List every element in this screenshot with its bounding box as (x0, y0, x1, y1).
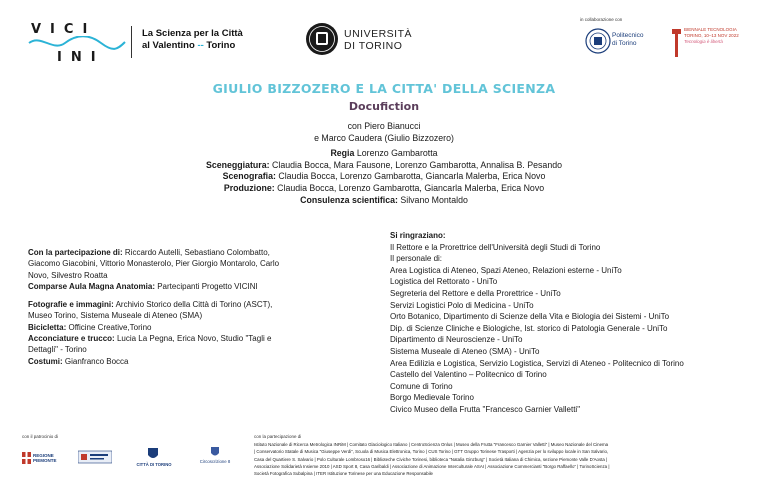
acknowledgement-line: Segreteria del Rettore e della Prorettrice - UniTo (390, 288, 561, 298)
credit-sceneggiatura: Sceneggiatura: Claudia Bocca, Mara Fausone, Lorenzo Gambarotta, Annalisa B. Pesando (206, 159, 562, 170)
partner-logo-icon (78, 450, 112, 464)
biennale-logo-icon (672, 29, 681, 57)
credit-produzione: Produzione: Claudia Bocca, Lorenzo Gambarotta, Giancarla Malerba, Erica Novo (223, 182, 545, 193)
partners-line: Società Fotografica Subalpina | ITER Istituzione Torinese per una Educazione Responsabile (254, 471, 433, 477)
vicini-logo (27, 22, 127, 68)
patronage-label: con il patrocinio di (22, 434, 59, 439)
bull-crest-icon (146, 447, 160, 461)
partners-label: con la partecipazione di (254, 434, 302, 439)
acknowledgement-line: Orto Botanico, Dipartimento di Scienze della Vita e Biologia dei Sistemi - UniTo (390, 312, 670, 322)
brand-line2: al Valentino -- Torino (142, 40, 236, 51)
partners-list (254, 441, 754, 477)
biennale-tecnologia: BIENNALE TECNOLOGIA TORINO, 10–13 NOV 2022 Tecnologia è libertà (684, 27, 739, 44)
acknowledgement-line: Borgo Medievale Torino (390, 393, 474, 403)
acknowledgement-line: Dipartimento di Neuroscienze - UniTo (390, 335, 523, 345)
cast-line2: e Marco Caudera (Giulio Bizzozero) (314, 132, 454, 143)
partners-line: Casa del Quartiere S. Salvario | Polo Culturale Lombroso16 | Biblioteche Civiche Torinesi, biblioteca "Natalia Ginzburg" | Società Italiana di Chimica, sezione Piemonte Valle D'Aosta | (254, 456, 608, 462)
acknowledgement-line: Logistica del Rettorato - UniTo (390, 277, 498, 287)
credit-bicicletta: Bicicletta: Officine Creative,Torino (28, 322, 152, 332)
acknowledgement-line: Il Rettore e la Prorettrice dell'Università degli Studi di Torino (390, 242, 601, 252)
partners-line: Istituto Nazionale di Ricerca Metrologica INRiM | Comitato Glaciologico Italiano | CentroScienza Onlus | Museo della Frutta "Francesco Garnier Valletti" | Museo Nazionale del Cinema (254, 442, 609, 447)
politecnico-name: Politecnico di Torino (612, 32, 644, 47)
vicini-logo-row1: VICI (31, 22, 97, 37)
acknowledgement-line: Servizi Logistici Polo di Medicina - UniTo (390, 300, 534, 310)
page-title: GIULIO BIZZOZERO E LA CITTA' DELLA SCIENZA (212, 81, 556, 96)
credit-fotografie: Fotografie e immagini: Archivio Storico della Città di Torino (ASCT), (28, 300, 273, 310)
partners-line: Associazione Solidarietà Insieme 2010 | ASD Sport 8, Casa Garibaldi | Associazione di Animazione Interculturale ASAI | Associazione Commercianti "Borgo Raffaello" | TorinoScienza | (254, 463, 610, 469)
acknowledgement-line: Sistema Museale di Ateneo (SMA) - UniTo (390, 346, 540, 356)
page-subtitle: Docufiction (348, 100, 420, 113)
partners-line: | Conservatorio Statale di Musica "Giuseppe Verdi", Scuola di Musica Elettronica, Torino | CUS Torino | GTT Gruppo Torinese Trasporti | Agenzia per lo sviluppo locale in San Salvario, (254, 449, 609, 455)
credit-regia: Regia Lorenzo Gambarotta (330, 148, 438, 159)
acknowledgement-line: Il personale di: (390, 254, 443, 264)
university-seal-icon (305, 22, 339, 56)
credit-partecipazione: Con la partecipazione di: Riccardo Autelli, Sebastiano Colombatto, (28, 248, 270, 257)
politecnico-seal-icon (585, 28, 611, 54)
credit-scenografia: Scenografia: Claudia Bocca, Lorenzo Gambarotta, Giancarla Malerba, Erica Novo (222, 171, 546, 182)
project-brand (142, 28, 243, 52)
credit-acconciature: Acconciature e trucco: Lucia La Pegna, Erica Novo, Studio "Tagli e (28, 334, 272, 344)
vicini-logo-row2: INI (57, 50, 105, 65)
university-name: UNIVERSITÀ DI TORINO (344, 28, 413, 52)
acknowledgement-line: Dip. di Scienze Cliniche e Biologiche, Ist. storico di Patologia Generale - UniTo (390, 323, 668, 333)
cast-line1: con Piero Bianucci (347, 121, 421, 131)
acknowledgement-line: Area Logistica di Ateneo, Spazi Ateneo, Relazioni esterne - UniTo (390, 265, 622, 275)
header-divider (131, 26, 132, 58)
credit-comparse: Comparse Aula Magna Anatomia: Partecipanti Progetto VICINI (28, 281, 258, 291)
acknowledgement-line: Castello del Valentino – Politecnico di Torino (390, 370, 547, 380)
credits-block (0, 121, 768, 206)
collaboration-label: in collaborazione con (580, 17, 623, 22)
circoscrizione-logo: Circoscrizione 8 (190, 446, 240, 474)
credit-costumi: Costumi: Gianfranco Bocca (28, 356, 129, 366)
left-credits-column: Con la partecipazione di: Riccardo Autelli, Sebastiano Colombatto, Giacomo Giacobini, Vittorio Monasterolo, Pier Giorgio Montarolo, Carlo Novo, Silvestro Roatta Comparse Aula Magna Anatomia: Partecipanti Progetto VICINI Fotografie e immagini: Archivio Storico della Città di Torino (ASCT), Museo Torino, Sistema Museale di Ateneo (SMA) Bicicletta: Officine Creative,Torino Acconciature e trucco: Lucia La Pegna, Erica Novo, Studio "Tagli e Dettagli" - Torino Costumi: Gianfranco Bocca (28, 247, 338, 367)
acknowledgement-line: Civico Museo della Frutta "Francesco Garnier Valletti" (390, 404, 581, 414)
acknowledgements-column (390, 230, 750, 416)
acknowledgement-line: Area Edilizia e Logistica, Servizio Logistica, Servizi di Ateneo - Politecnico di Torino (390, 358, 684, 368)
wave-icon (27, 36, 127, 50)
citta-di-torino-logo: CITTÀ DI TORINO (134, 447, 174, 473)
crest-icon (210, 446, 220, 458)
credit-consulenza: Consulenza scientifica: Silvano Montaldo (300, 194, 468, 205)
acknowledgements-heading: Si ringraziano: (390, 231, 446, 240)
acknowledgement-line: Comune di Torino (390, 381, 453, 391)
brand-line1: La Scienza per la Città (142, 28, 243, 39)
regione-piemonte-logo: REGIONE PIEMONTE (22, 450, 62, 466)
